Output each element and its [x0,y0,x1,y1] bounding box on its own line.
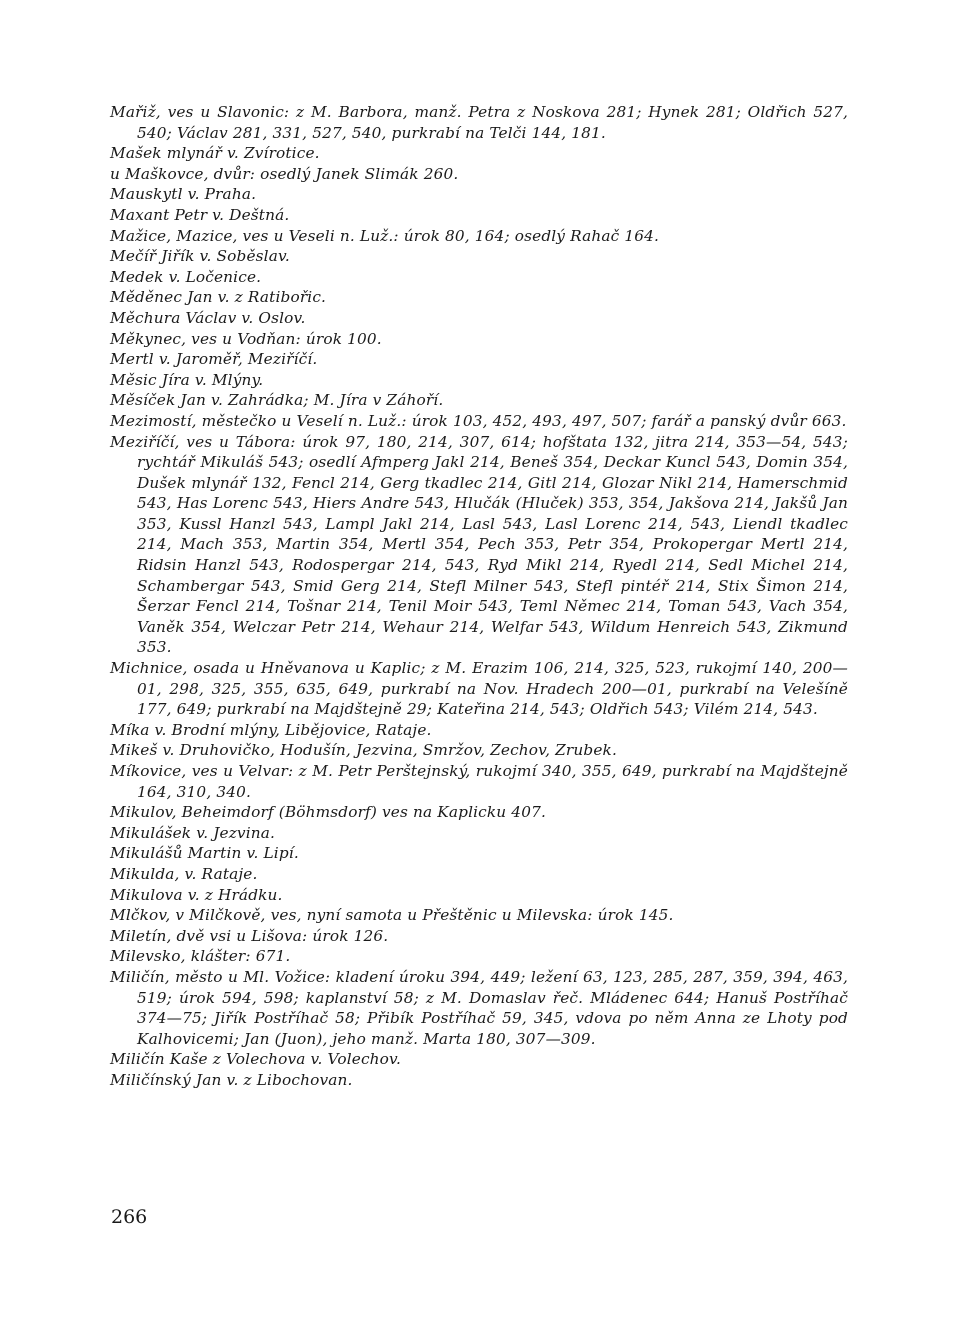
index-entry: Měsic Jíra v. Mlýny. [110,370,264,389]
index-entry: Miletín, dvě vsi u Lišova: úrok 126. [110,926,389,945]
index-entry: Mertl v. Jaroměř, Meziříčí. [110,350,318,369]
index-entry: Mařiž, ves u Slavonic: z M. Barbora, manž. Petra z Noskova 281; Hynek 281; Oldřich 527, 540; Václav 281, 331, 527, 540, purkrabí na Telči 144, 181. [110,103,848,142]
index-entry: Mauskytl v. Praha. [110,185,257,204]
index-entry: Měkynec, ves u Vodňan: úrok 100. [110,329,382,348]
index-entry: u Maškovce, dvůr: osedlý Janek Slimák 260. [110,164,459,183]
index-entry: Měchura Václav v. Oslov. [110,308,306,327]
index-entry: Meziříčí, ves u Tábora: úrok 97, 180, 214, 307, 614; hofštata 132, jitra 214, 353—54, 543; rychtář Mikuláš 543; osedlí Afmperg Jakl 214, Beneš 354, Deckar Kuncl 543, Domin 354, Dušek mlynář 132, Fencl 214, Gerg tkadlec 214, Gitl 214, Glozar Nikl 214, Hamerschmid 543, Has Lorenc 543, Hiers Andre 543, Hlučák (Hluček) 353, 354, Jakšova 214, Jakšů Jan 353, Kussl Hanzl 543, Lampl Jakl 214, Lasl 543, Lasl Lorenc 214, 543, Liendl tkadlec 214, Mach 353, Martin 354, Mertl 354, Pech 353, Petr 354, Prokopergar Mertl 214, Ridsin Hanzl 543, Rodospergar 214, 543, Ryd Mikl 214, Ryedl 214, Sedl Michel 214, Schambergar 543, Smid Gerg 214, Stefl Milner 543, Stefl pintéř 214, Stix Šimon 214, Šerzar Fencl 214, Tošnar 214, Tenil Moir 543, Teml Němec 214, Toman 543, Vach 354, Vaněk 354, Welczar Petr 214, Wehaur 214, Welfar 543, Wildum Henreich 543, Zikmund 353. [110,432,848,657]
index-entry: Mikulda, v. Rataje. [110,864,258,883]
index-entry: Michnice, osada u Hněvanova u Kaplic; z M. Erazim 106, 214, 325, 523, rukojmí 140, 200—01, 298, 325, 355, 635, 649, purkrabí na Nov. Hradech 200—01, purkrabí na Velešíně 177, 649; purkrabí na Majdštejně 29; Kateřina 214, 543; Oldřich 543; Vilém 214, 543. [110,659,848,719]
index-entry: Mikulov, Beheimdorf (Böhmsdorf) ves na Kaplicku 407. [110,803,546,822]
index-entry: Mlčkov, v Milčkově, ves, nyní samota u Přeštěnic u Milevska: úrok 145. [110,906,674,925]
index-entry: Měsíček Jan v. Zahrádka; M. Jíra v Záhoří. [110,391,444,410]
index-entry: Měděnec Jan v. z Ratibořic. [110,288,327,307]
index-entry: Maxant Petr v. Deštná. [110,205,290,224]
index-entry: Mikulášů Martin v. Lipí. [110,844,299,863]
page-number: 266 [111,1206,148,1228]
index-entry: Mikulova v. z Hrádku. [110,885,283,904]
index-entry: Miličínský Jan v. z Libochovan. [110,1070,353,1089]
index-entry: Mikeš v. Druhovičko, Hodušín, Jezvina, Smržov, Zechov, Zrubek. [110,741,617,760]
index-entry: Mečíř Jiřík v. Soběslav. [110,247,290,266]
index-entry: Míka v. Brodní mlýny, Libějovice, Rataje. [110,720,432,739]
index-entry: Mikulášek v. Jezvina. [110,823,276,842]
index-entry: Mezimostí, městečko u Veselí n. Luž.: úrok 103, 452, 493, 497, 507; farář a panský dvůr 663. [110,411,847,430]
index-entry: Medek v. Ločenice. [110,267,262,286]
index-entry: Mašek mlynář v. Zvírotice. [110,144,320,163]
index-entry: Míkovice, ves u Velvar: z M. Petr Perštejnský, rukojmí 340, 355, 649, purkrabí na Majdštejně 164, 310, 340. [110,762,848,801]
index-entry: Miličín Kaše z Volechova v. Volechov. [110,1050,402,1069]
index-entry: Miličín, město u Ml. Vožice: kladení úroku 394, 449; ležení 63, 123, 285, 287, 359, 394, 463, 519; úrok 594, 598; kaplanství 58; z M. Domaslav řeč. Mládenec 644; Hanuš Postříhač 374—75; Jiřík Postříhač 58; Přibík Postříhač 59, 345, vdova po něm Anna ze Lhoty pod Kalhovicemi; Jan (Juon), jeho manž. Marta 180, 307—309. [110,967,848,1048]
index-entry: Milevsko, klášter: 671. [110,947,291,966]
index-entry: Mažice, Mazice, ves u Veseli n. Luž.: úrok 80, 164; osedlý Rahač 164. [110,226,660,245]
index-page [110,102,848,1091]
